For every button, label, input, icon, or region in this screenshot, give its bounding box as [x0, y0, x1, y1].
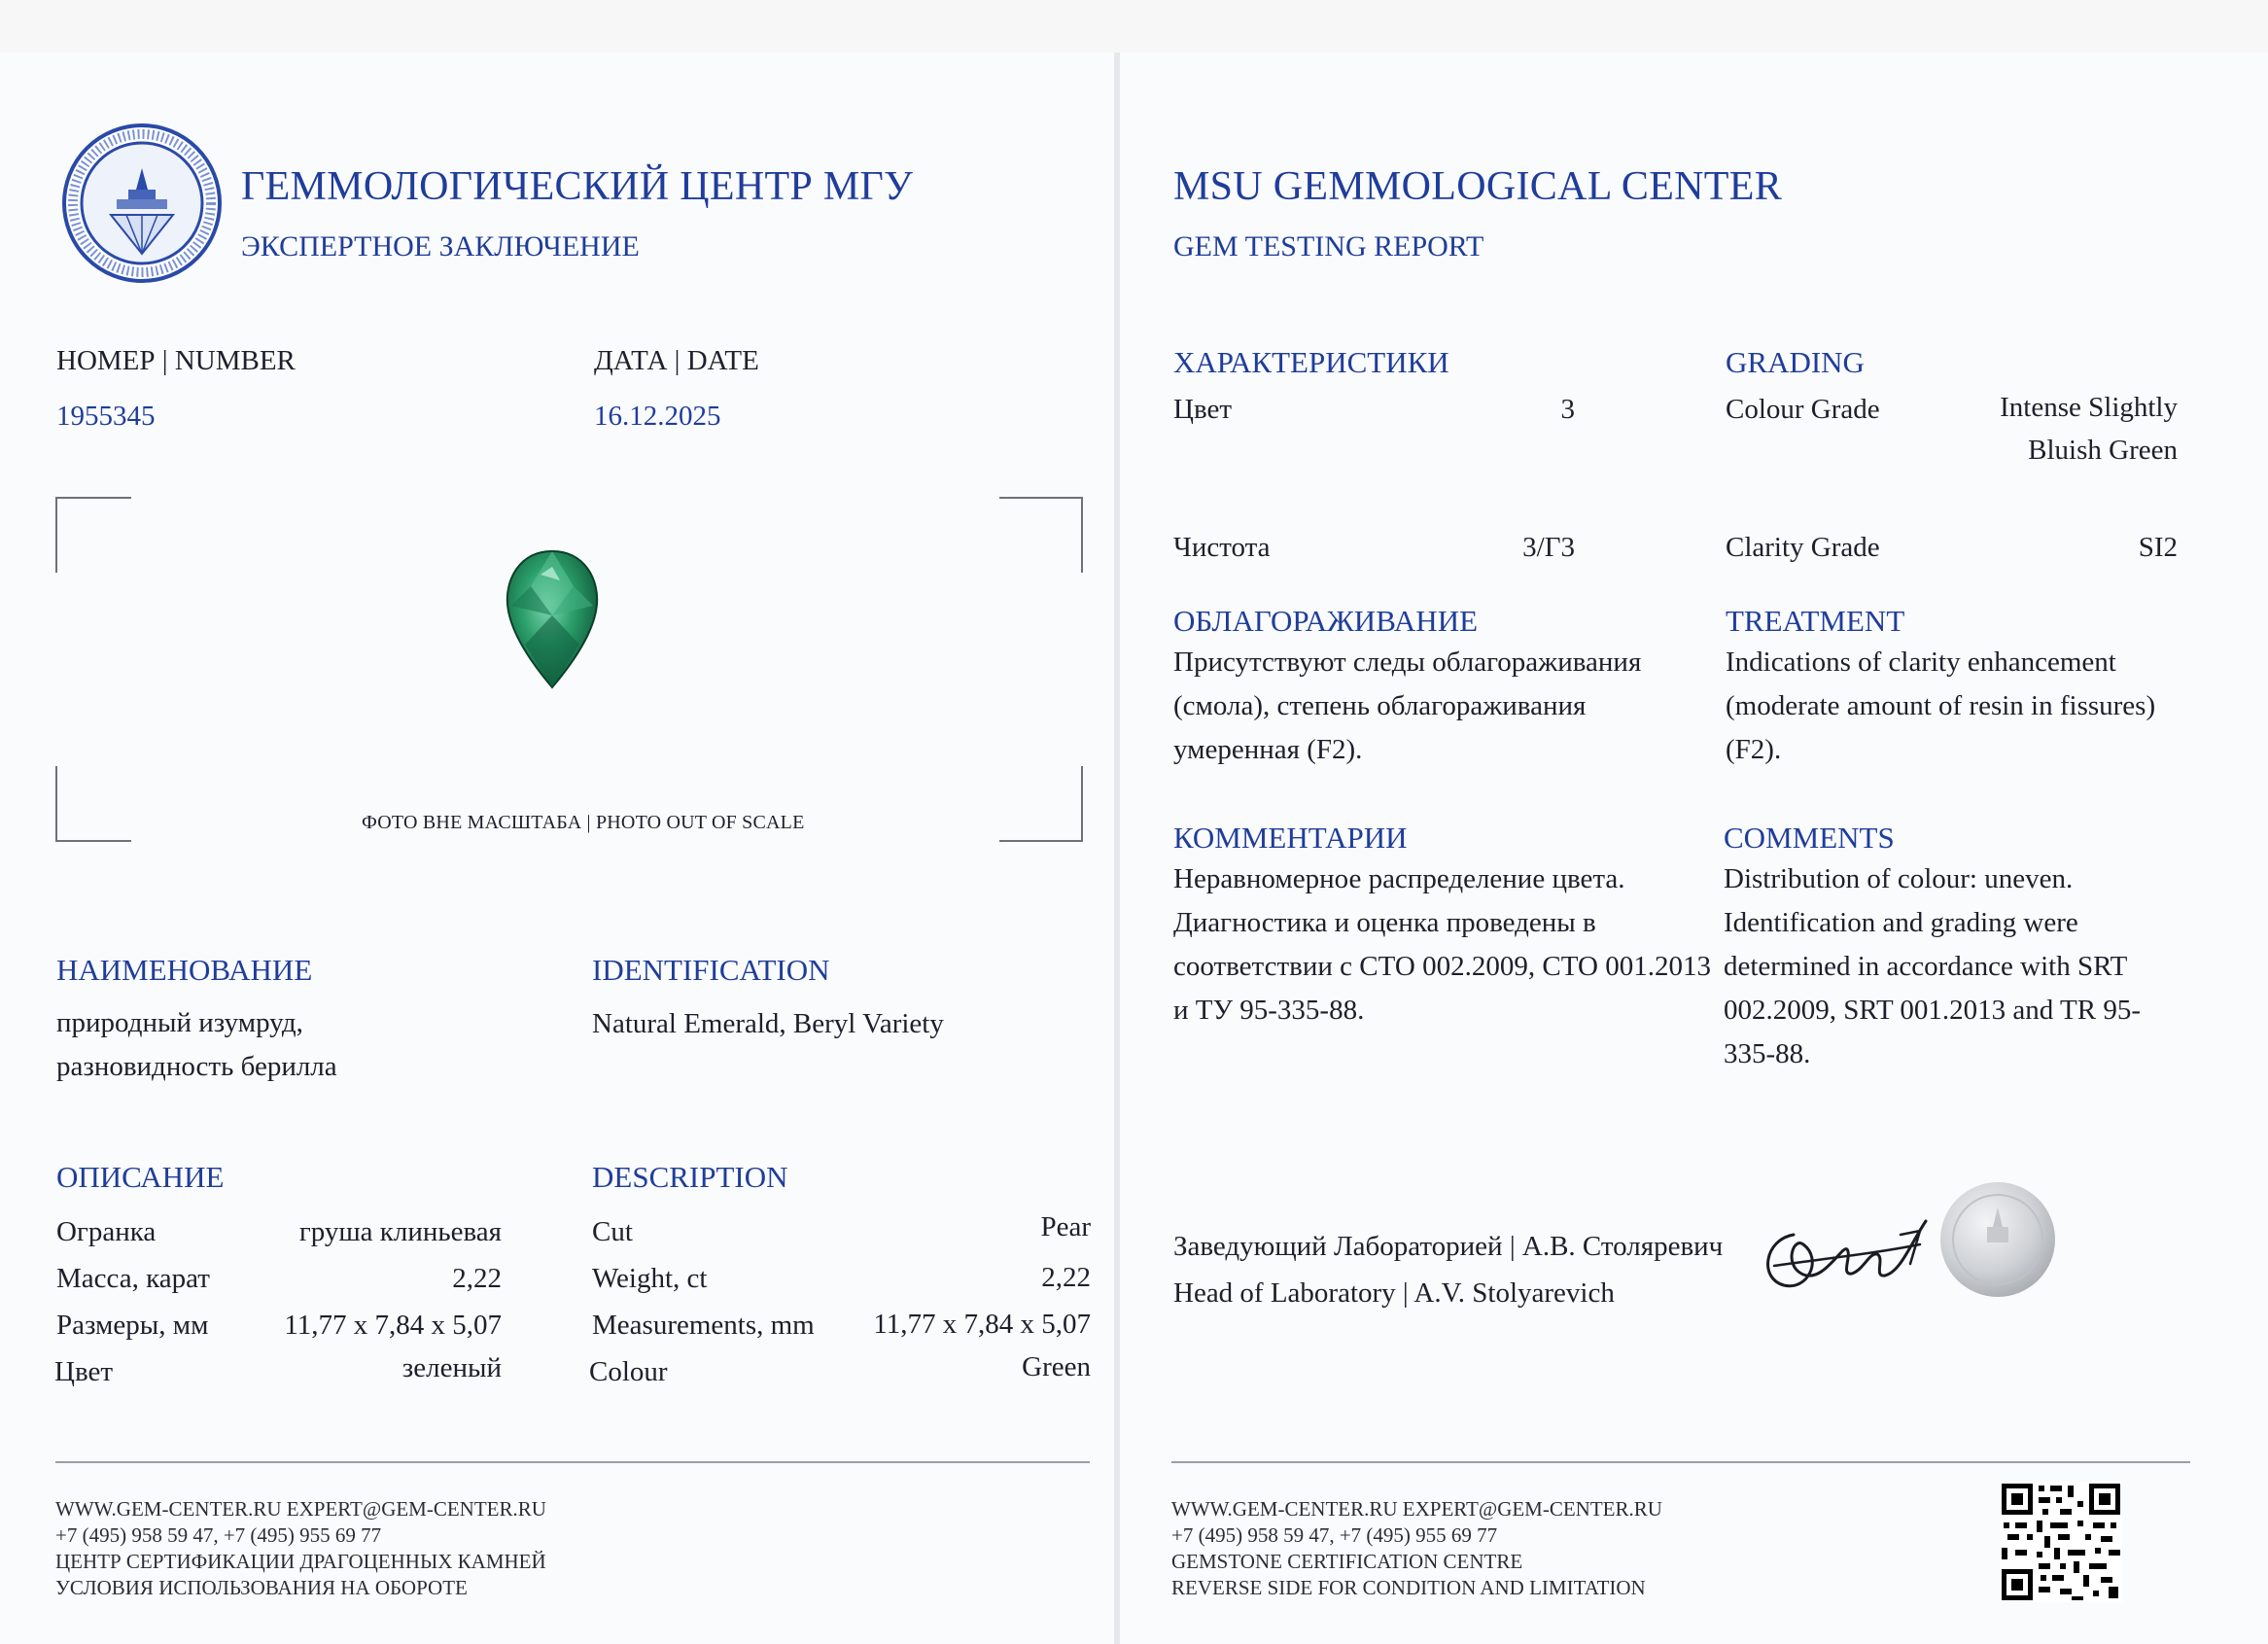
qr-code-icon: [2000, 1482, 2122, 1602]
footer-left: [55, 1496, 546, 1601]
colour-value-ru: зеленый: [401, 1352, 502, 1383]
footer-divider-right: [1171, 1461, 2190, 1463]
measurements-label-en: Measurements, mm: [592, 1310, 815, 1341]
cut-label-en: Cut: [592, 1216, 633, 1247]
weight-value-ru: 2,22: [452, 1263, 502, 1294]
signer-en: Head of Laboratory | A.V. Stolyarevich: [1173, 1277, 1615, 1309]
comments-text-en: Distribution of colour: uneven. Identification and grading were determined in accordance with SRT 002.2009, SRT 001.2013 and TR 95-335-88.: [1724, 863, 2141, 1069]
signer-ru: Заведующий Лабораторией | А.В. Столяревич: [1173, 1231, 1724, 1262]
weight-label-ru: Масса, карат: [56, 1263, 210, 1294]
measurements-label-ru: Размеры, мм: [56, 1310, 209, 1341]
date-label: ДАТА | DATE: [594, 345, 759, 376]
weight-value-en: 2,22: [1041, 1262, 1091, 1293]
number-label: НОМЕР | NUMBER: [56, 345, 296, 376]
handwritten-signature: [1755, 1206, 1939, 1303]
grading-heading-ru: ХАРАКТЕРИСТИКИ: [1173, 345, 1449, 379]
photo-scale-note: ФОТО ВНЕ МАСШТАБА | PHOTO OUT OF SCALE: [362, 812, 805, 833]
footer-right-line-2: +7 (495) 958 59 47, +7 (495) 955 69 77: [1171, 1523, 1498, 1547]
center-title-en: MSU GEMMOLOGICAL CENTER: [1173, 164, 1783, 209]
measurements-value-ru: 11,77 x 7,84 x 5,07: [284, 1310, 502, 1341]
footer-left-line-3: ЦЕНТР СЕРТИФИКАЦИИ ДРАГОЦЕННЫХ КАМНЕЙ: [55, 1550, 546, 1573]
treatment-text-en: Indications of clarity enhancement (moderate amount of resin in fissures) (F2).: [1726, 647, 2156, 765]
comments-text-ru: Неравномерное распределение цвета. Диагностика и оценка проведены в соответствии с СТО 002.2009, СТО 001.2013 и ТУ 95-335-88.: [1173, 863, 1711, 1026]
description-heading-ru: ОПИСАНИЕ: [56, 1160, 225, 1194]
comments-heading-ru: КОММЕНТАРИИ: [1173, 821, 1408, 855]
footer-right-line-4: REVERSE SIDE FOR CONDITION AND LIMITATION: [1171, 1576, 1646, 1599]
comments-heading-en: COMMENTS: [1724, 821, 1895, 855]
clarity-value-ru: 3/Г3: [1522, 532, 1575, 563]
clarity-label-en: Clarity Grade: [1726, 532, 1880, 563]
colour-grade-value-en-line1: Intense Slightly: [2000, 392, 2178, 423]
report-type-ru: ЭКСПЕРТНОЕ ЗАКЛЮЧЕНИЕ: [241, 230, 640, 262]
colour-value-en: Green: [1022, 1351, 1091, 1382]
photo-frame-corner-bl: [55, 766, 131, 842]
colour-grade-label-en: Colour Grade: [1726, 394, 1880, 425]
silver-hologram-seal-icon: [1938, 1180, 2057, 1299]
clarity-label-ru: Чистота: [1173, 532, 1271, 563]
colour-label-ru: Цвет: [54, 1356, 114, 1387]
description-heading-en: DESCRIPTION: [592, 1160, 788, 1194]
msu-seal-icon: [60, 122, 224, 285]
weight-label-en: Weight, ct: [592, 1263, 708, 1294]
colour-label-en: Colour: [589, 1356, 668, 1387]
clarity-value-en: SI2: [2138, 532, 2178, 563]
report-type-en: GEM TESTING REPORT: [1173, 230, 1484, 262]
treatment-heading-ru: ОБЛАГОРАЖИВАНИЕ: [1173, 604, 1479, 638]
footer-left-line-1: WWW.GEM-CENTER.RU EXPERT@GEM-CENTER.RU: [55, 1497, 546, 1521]
scan-top-band: [0, 0, 2268, 52]
photo-frame-corner-br: [999, 766, 1083, 842]
measurements-value-en: 11,77 x 7,84 x 5,07: [873, 1309, 1091, 1340]
identification-text: Natural Emerald, Beryl Variety: [592, 1008, 944, 1039]
footer-right-line-3: GEMSTONE CERTIFICATION CENTRE: [1171, 1550, 1523, 1573]
date-value: 16.12.2025: [594, 401, 721, 432]
treatment-heading-en: TREATMENT: [1726, 604, 1905, 638]
photo-frame-corner-tr: [999, 497, 1083, 573]
grading-heading-en: GRADING: [1726, 345, 1865, 379]
treatment-text-ru: Присутствуют следы облагораживания (смола), степень облагораживания умеренная (F2).: [1173, 647, 1642, 765]
cut-value-en: Pear: [1040, 1211, 1091, 1242]
photo-frame-corner-tl: [55, 497, 131, 573]
colour-grade-label-ru: Цвет: [1173, 394, 1233, 425]
center-title-ru: ГЕММОЛОГИЧЕСКИЙ ЦЕНТР МГУ: [241, 164, 914, 209]
footer-left-line-2: +7 (495) 958 59 47, +7 (495) 955 69 77: [55, 1523, 382, 1547]
footer-right: [1171, 1496, 1662, 1601]
cut-label-ru: Огранка: [56, 1216, 157, 1247]
footer-left-line-4: УСЛОВИЯ ИСПОЛЬЗОВАНИЯ НА ОБОРОТЕ: [55, 1576, 468, 1599]
colour-grade-value-en-line2: Bluish Green: [2028, 435, 2178, 466]
cut-value-ru: груша клиньевая: [298, 1216, 502, 1247]
left-page-russian: [0, 52, 1114, 1644]
pear-emerald-icon: [502, 547, 603, 691]
footer-divider-left: [55, 1461, 1090, 1463]
name-text-ru: природный изумруд, разновидность берилла: [56, 1007, 337, 1082]
number-value: 1955345: [56, 401, 156, 432]
identification-heading: IDENTIFICATION: [592, 953, 830, 987]
colour-grade-value-ru: 3: [1560, 394, 1575, 425]
footer-right-line-1: WWW.GEM-CENTER.RU EXPERT@GEM-CENTER.RU: [1171, 1497, 1662, 1521]
name-heading-ru: НАИМЕНОВАНИЕ: [56, 953, 313, 987]
